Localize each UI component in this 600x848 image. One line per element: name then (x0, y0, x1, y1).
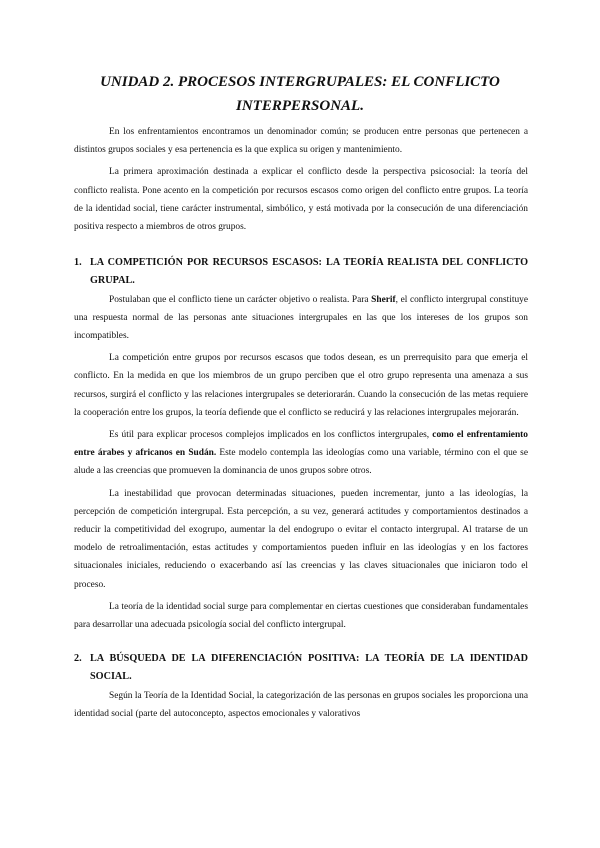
text-run: , el conflicto intergrupal constituye una respuesta normal de las personas ante situaciones intergrupales en las que los intereses de los grupos son incompatibles. (74, 294, 528, 342)
intro-paragraph-1: En los enfrentamientos encontramos un denominador común; se producen entre personas que pertenecen a distintos grupos sociales y esa pertenencia es la que explica su origen y mantenimiento. (74, 127, 528, 156)
section-1-paragraph-4: La inestabilidad que provocan determinadas situaciones, pueden incrementar, junto a las ideologías, la percepción de competición intergrupal. Esta percepción, a su vez, generará actitudes y comportamientos destinados a reducir la competitividad del exogrupo, aumentar la del endogrupo o evitar el contacto intergrupal. Al tratarse de un modelo de retroalimentación, estas actitudes y comportamientos pueden influir en las ideologías y en los factores situacionales iniciales, reduciendo o exacerbando así las creencias y las claves situacionales que iniciaron todo el proceso. (74, 488, 528, 590)
section-2-paragraph-1: Según la Teoría de la Identidad Social, la categorización de las personas en grupos sociales les proporciona una identidad social (parte del autoconcepto, aspectos emocionales y valorativos (74, 690, 528, 719)
page-title: UNIDAD 2. PROCESOS INTERGRUPALES: EL CONFLICTO INTERPERSONAL. (100, 74, 500, 114)
section-1-heading (74, 254, 528, 290)
emphasis-example: como el enfrentamiento entre árabes y africanos en Sudán. (74, 430, 528, 459)
section-1-paragraph-1 (74, 291, 528, 346)
text-run: Es útil para explicar procesos complejos implicados en los conflictos intergrupales, (109, 430, 433, 441)
section-1-number: 1. (74, 257, 82, 269)
section-1-paragraph-3 (74, 426, 528, 481)
section-2-heading (74, 650, 528, 686)
text-run: Postulaban que el conflicto tiene un carácter objetivo o realista. Para (109, 294, 372, 305)
section-2-number: 2. (74, 653, 82, 665)
text-run: Este modelo contempla las ideologías como una variable, término con el que se alude a las creencias que promueven la dominancia de unos grupos sobre otros. (74, 448, 528, 477)
emphasis-sherif: Sherif (371, 294, 396, 305)
document-body (74, 123, 528, 727)
section-2-title: LA BÚSQUEDA DE LA DIFERENCIACIÓN POSITIVA: LA TEORÍA DE LA IDENTIDAD SOCIAL. (90, 653, 528, 683)
intro-paragraph-2: La primera aproximación destinada a explicar el conflicto desde la perspectiva psicosocial: la teoría del conflicto realista. Pone acento en la competición por recursos escasos como origen del conflicto entre grupos. La teoría de la identidad social, tiene carácter instrumental, simbólico, y está motivada por la consecución de una diferenciación positiva respecto a miembros de otros grupos. (74, 167, 528, 233)
section-1-paragraph-5: La teoría de la identidad social surge para complementar en ciertas cuestiones que consideraban fundamentales para desarrollar una adecuada psicología social del conflicto intergrupal. (74, 601, 528, 631)
section-1-paragraph-2: La competición entre grupos por recursos escasos que todos desean, es un prerrequisito para que emerja el conflicto. En la medida en que los miembros de un grupo perciben que el otro grupo representa una amenaza a sus recursos, surgirá el conflicto y las relaciones intergrupales se deteriorarán. Cuando la consecución de las metas requiere la cooperación entre los grupos, la teoría defiende que el conflicto se reducirá y las relaciones intergrupales mejorarán. (74, 353, 528, 418)
section-1-title: LA COMPETICIÓN POR RECURSOS ESCASOS: LA TEORÍA REALISTA DEL CONFLICTO GRUPAL. (90, 257, 528, 287)
